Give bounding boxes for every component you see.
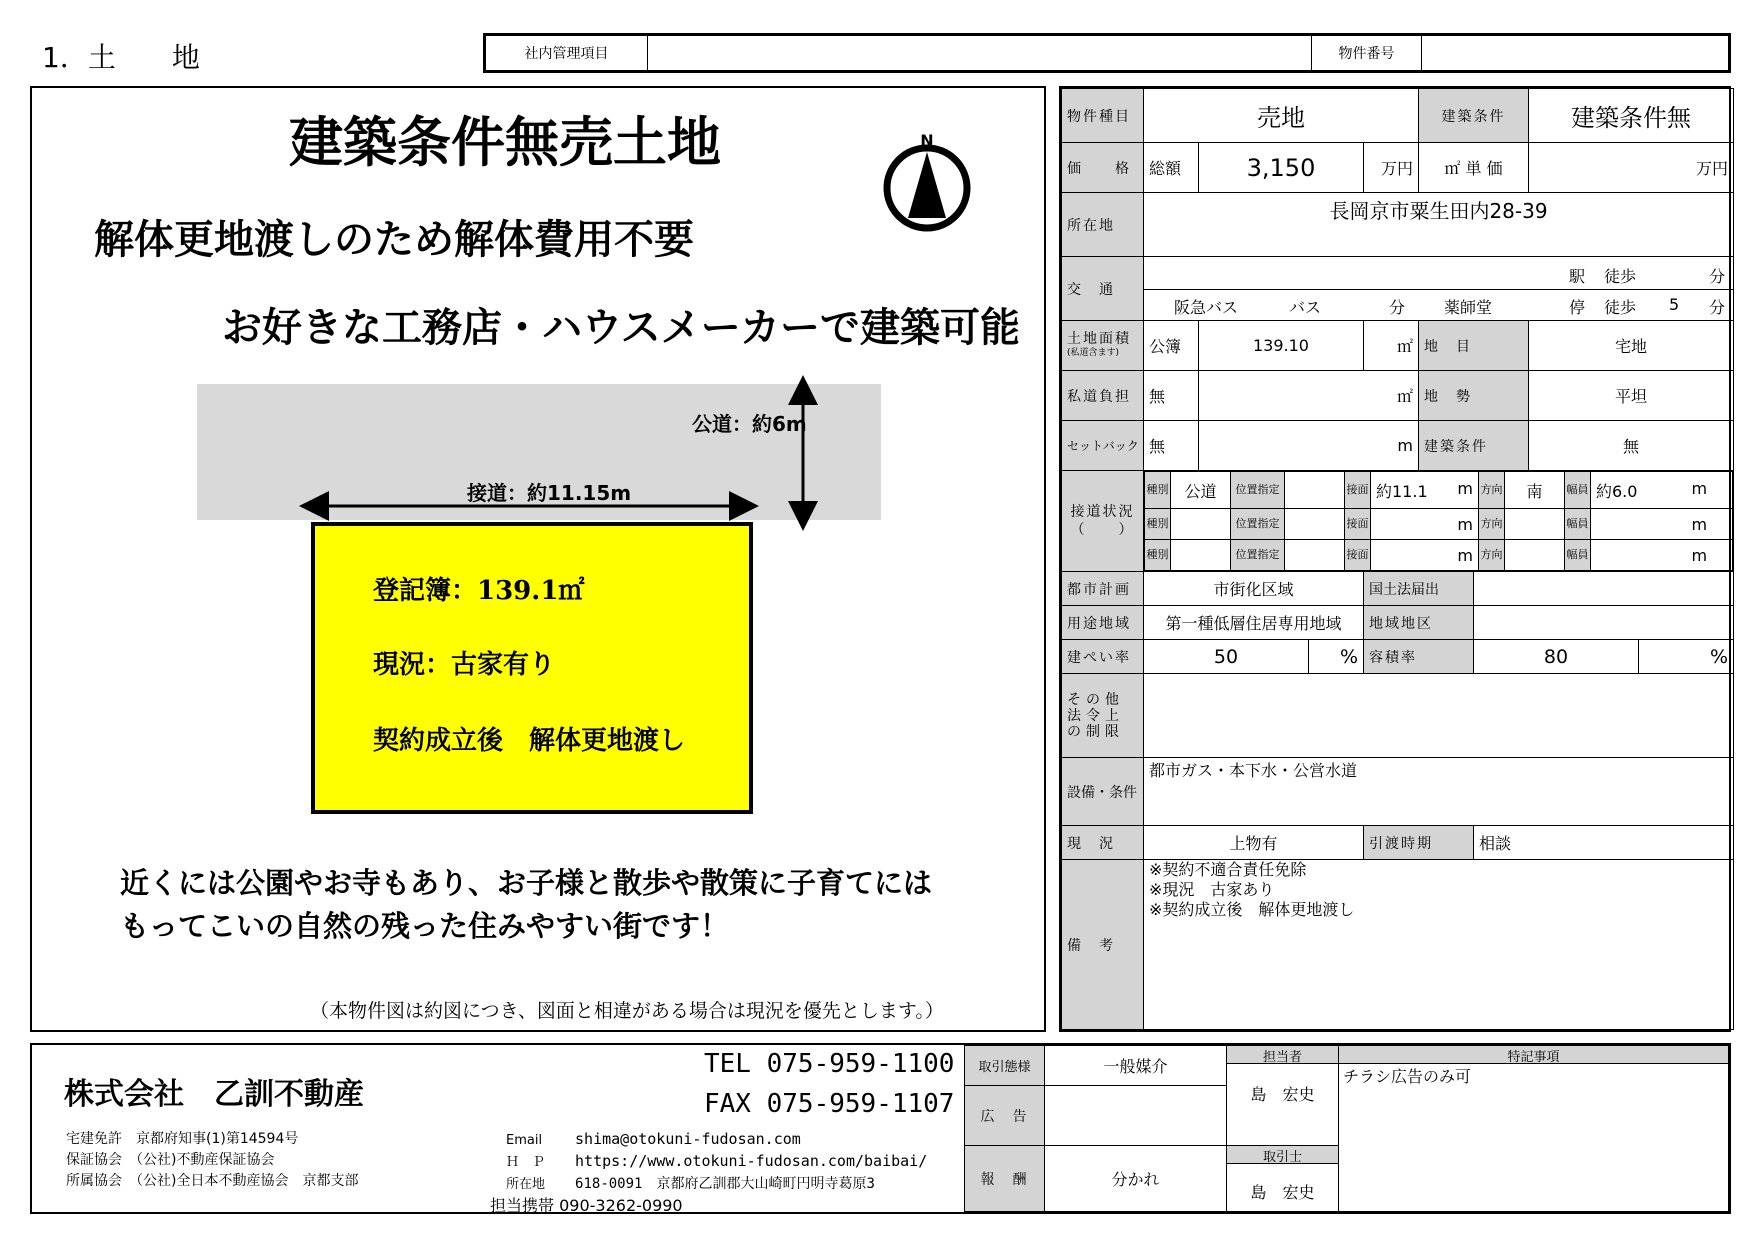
unit-price-unit: 万円 [1529,143,1734,193]
disclaimer: （本物件図は約図につき、図面と相違がある場合は現況を優先とします。） [310,1000,944,1022]
private-road-label: 私道負担 [1062,371,1144,421]
deal-type-value: 一般媒介 [1045,1046,1227,1086]
deal-table [964,1045,1729,1212]
setsumen-label: 接面 [1345,540,1371,571]
city-plan-value: 市街化区域 [1144,572,1364,606]
fee-label: 報 酬 [965,1146,1045,1212]
road1-type: 公道 [1171,472,1231,509]
city-plan-label: 都市計画 [1062,572,1144,606]
road-label: 公道：約6m [692,412,807,436]
road1-length-unit: m [1457,478,1473,498]
assoc1-label: 保証協会 [66,1152,122,1168]
district-label: 地域地区 [1364,606,1474,640]
shubetsu-label: 種別 [1145,540,1171,571]
staff-name: 島 宏史 [1250,1085,1315,1104]
lot-handover: 契約成立後 解体更地渡し [373,726,686,756]
coverage-label: 建ぺい率 [1062,640,1144,674]
email-link[interactable]: shima@otokuni-fudosan.com [575,1130,801,1148]
left-panel [30,86,1046,1032]
cond-label: 建築条件 [1419,89,1529,143]
road-row-1 [1145,472,1733,509]
notes-label: 特記事項 [1339,1046,1728,1064]
setback-label: セットバック [1062,421,1144,471]
chisei-label: 地 勢 [1419,371,1529,421]
other-law-value [1144,674,1734,758]
setback-unit: m [1199,421,1419,471]
notes-value: チラシ広告のみ可 [1343,1067,1472,1086]
tel-number: 075-959-1100 [766,1049,955,1079]
staff-label: 担当者 [1227,1046,1338,1064]
fax-line [704,1089,954,1119]
chimoku-value: 宅地 [1529,321,1734,371]
shubetsu-label: 種別 [1145,509,1171,540]
remark-1: ※契約不適合責任免除 [1149,860,1307,879]
spec-table [1059,86,1731,1032]
houkou-label: 方向 [1479,509,1505,540]
area-sub-label: (私道含ます) [1067,347,1120,358]
remarks-value [1144,860,1734,1030]
station-label: 駅 [1569,266,1586,286]
line2: お好きな工務店・ハウスメーカーで建築可能 [222,305,1020,351]
desc-line2: もってこいの自然の残った住みやすい街です！ [120,909,730,943]
private-road-value: 無 [1144,371,1199,421]
address-label: 所在地 [506,1177,546,1192]
contact-block [506,1129,927,1195]
road-status-label: 接道状況 [1070,504,1135,520]
fukuin-label: 幅員 [1565,472,1591,509]
header-box [483,33,1731,73]
build-cond-label: 建築条件 [1419,421,1529,471]
mgmt-label: 社内管理項目 [486,36,648,71]
lot-status: 現況：古家有り [373,650,556,680]
ad-label: 広 告 [965,1086,1045,1146]
walk-label-1: 徒歩 [1604,266,1637,286]
location-value: 長岡京市粟生田内28-39 [1144,193,1734,257]
total-label: 総額 [1144,143,1199,193]
fukuin-label: 幅員 [1565,540,1591,571]
far-label: 容積率 [1364,640,1474,674]
road-status-paren: （ ） [1070,522,1135,538]
unit-price-label: ㎡ 単 価 [1419,143,1529,193]
email-label: Email [506,1133,543,1148]
type-label: 物件種目 [1062,89,1144,143]
handover-label: 引渡時期 [1364,826,1474,860]
mgmt-value [648,36,1312,71]
ichi-label: 位置指定 [1231,472,1285,509]
walk-minutes: 5 [1669,294,1680,314]
remark-3: ※契約成立後 解体更地渡し [1149,900,1355,919]
chisei-value: 平坦 [1529,371,1734,421]
setsumen-label: 接面 [1345,509,1371,540]
handover-value: 相談 [1474,826,1734,860]
coverage-pct: % [1309,640,1364,674]
width-unit: m [1591,540,1733,571]
property-no-value [1422,36,1729,71]
deal-type-label: 取引態様 [965,1046,1045,1086]
remark-2: ※現況 古家あり [1149,880,1275,899]
north-label: N [920,132,934,150]
fukuin-label: 幅員 [1565,509,1591,540]
zoning-value: 第一種低層住居専用地域 [1144,606,1364,640]
fax-number: 075-959-1107 [766,1089,955,1119]
coverage-value: 50 [1144,640,1309,674]
area-label: 土地面積 [1067,330,1131,347]
status-label: 現 況 [1062,826,1144,860]
tel-line [704,1049,954,1079]
length-unit: m [1371,509,1479,540]
other-law-label: その他法令上の制限 [1062,674,1144,758]
handler-label: 取引士 [1227,1146,1338,1164]
assoc2-label: 所属協会 [66,1173,122,1189]
min-label-2: 分 [1709,297,1726,317]
location-label: 所在地 [1062,193,1144,257]
facility-value: 都市ガス・本下水・公営水道 [1144,758,1734,826]
traffic-row-1 [1144,258,1733,290]
company-name: 株式会社 乙訓不動産 [64,1077,364,1112]
road-row-3 [1145,540,1733,571]
road1-width: 約6.0 [1596,481,1638,501]
tel-label: TEL [704,1049,751,1079]
fee-value: 分かれ [1045,1146,1227,1212]
ad-value [1045,1086,1227,1146]
bus-min: 分 [1389,297,1406,317]
chimoku-label: 地 目 [1419,321,1529,371]
mobile-number: 担当携帯 090-3262-0990 [490,1196,683,1215]
headline: 建築条件無売土地 [289,111,721,174]
company-licenses [66,1129,358,1192]
shubetsu-label: 種別 [1145,472,1171,509]
bus-label: バス [1289,297,1322,317]
lot-box [311,522,753,814]
road-row-2 [1145,509,1733,540]
setsumen-label: 接面 [1345,472,1371,509]
far-value: 80 [1474,640,1639,674]
road1-length: 約11.1 [1376,481,1428,501]
road1-direction: 南 [1505,472,1565,509]
traffic-label: 交 通 [1062,257,1144,321]
kokudo-label: 国土法届出 [1364,572,1474,606]
license-value: 京都府知事(1)第14594号 [136,1131,299,1147]
assoc2-value: （公社)全日本不動産協会 京都支部 [136,1173,359,1189]
type-value: 売地 [1144,89,1419,143]
setback-value: 無 [1144,421,1199,471]
zoning-label: 用途地域 [1062,606,1144,640]
footer [30,1043,1731,1214]
status-value: 上物有 [1144,826,1364,860]
assoc1-value: （公社)不動産保証協会 [136,1152,275,1168]
total-value: 3,150 [1199,143,1364,193]
facility-label: 設備・条件 [1062,758,1144,826]
desc-line1: 近くには公園やお寺もあり、お子様と散歩や散策に子育てには [120,866,933,900]
hp-label: Ｈ Ｐ [506,1155,546,1170]
ichi-label: 位置指定 [1231,540,1285,571]
houkou-label: 方向 [1479,540,1505,571]
frontage-label: 接道：約11.15m [467,481,632,505]
cond-value: 建築条件無 [1529,89,1734,143]
lot-registry: 登記簿：139.1㎡ [373,576,585,606]
property-no-label: 物件番号 [1312,36,1422,71]
total-unit: 万円 [1364,143,1419,193]
build-cond-value: 無 [1529,421,1734,471]
road1-width-unit: m [1691,478,1708,498]
section-title: 1．土 地 [42,41,200,74]
walk-label-2: 徒歩 [1604,297,1637,317]
length-unit: m [1371,540,1479,571]
price-label: 価 格 [1062,143,1144,193]
hp-link[interactable]: https://www.otokuni-fudosan.com/baibai/ [575,1152,928,1170]
district-value [1474,606,1734,640]
bus-stop: 薬師堂 [1444,297,1493,317]
area-value: 139.10 [1199,321,1364,371]
address-value: 618-0091 京都府乙訓郡大山崎町円明寺葛原3 [575,1176,875,1192]
handler-name: 島 宏史 [1250,1183,1315,1202]
traffic-row-2 [1144,290,1733,320]
fax-label: FAX [704,1089,751,1119]
area-kind: 公簿 [1144,321,1199,371]
far-pct: % [1639,640,1734,674]
line1: 解体更地渡しのため解体費用不要 [94,217,694,263]
bus-company: 阪急バス [1174,297,1239,317]
private-road-unit: ㎡ [1199,371,1419,421]
license-label: 宅建免許 [66,1131,122,1147]
width-unit: m [1591,509,1733,540]
area-unit: ㎡ [1364,321,1419,371]
kokudo-value [1474,572,1734,606]
houkou-label: 方向 [1479,472,1505,509]
ichi-label: 位置指定 [1231,509,1285,540]
min-label-1: 分 [1709,266,1726,286]
stop-suffix: 停 [1569,297,1586,317]
remarks-label: 備 考 [1062,860,1144,1030]
